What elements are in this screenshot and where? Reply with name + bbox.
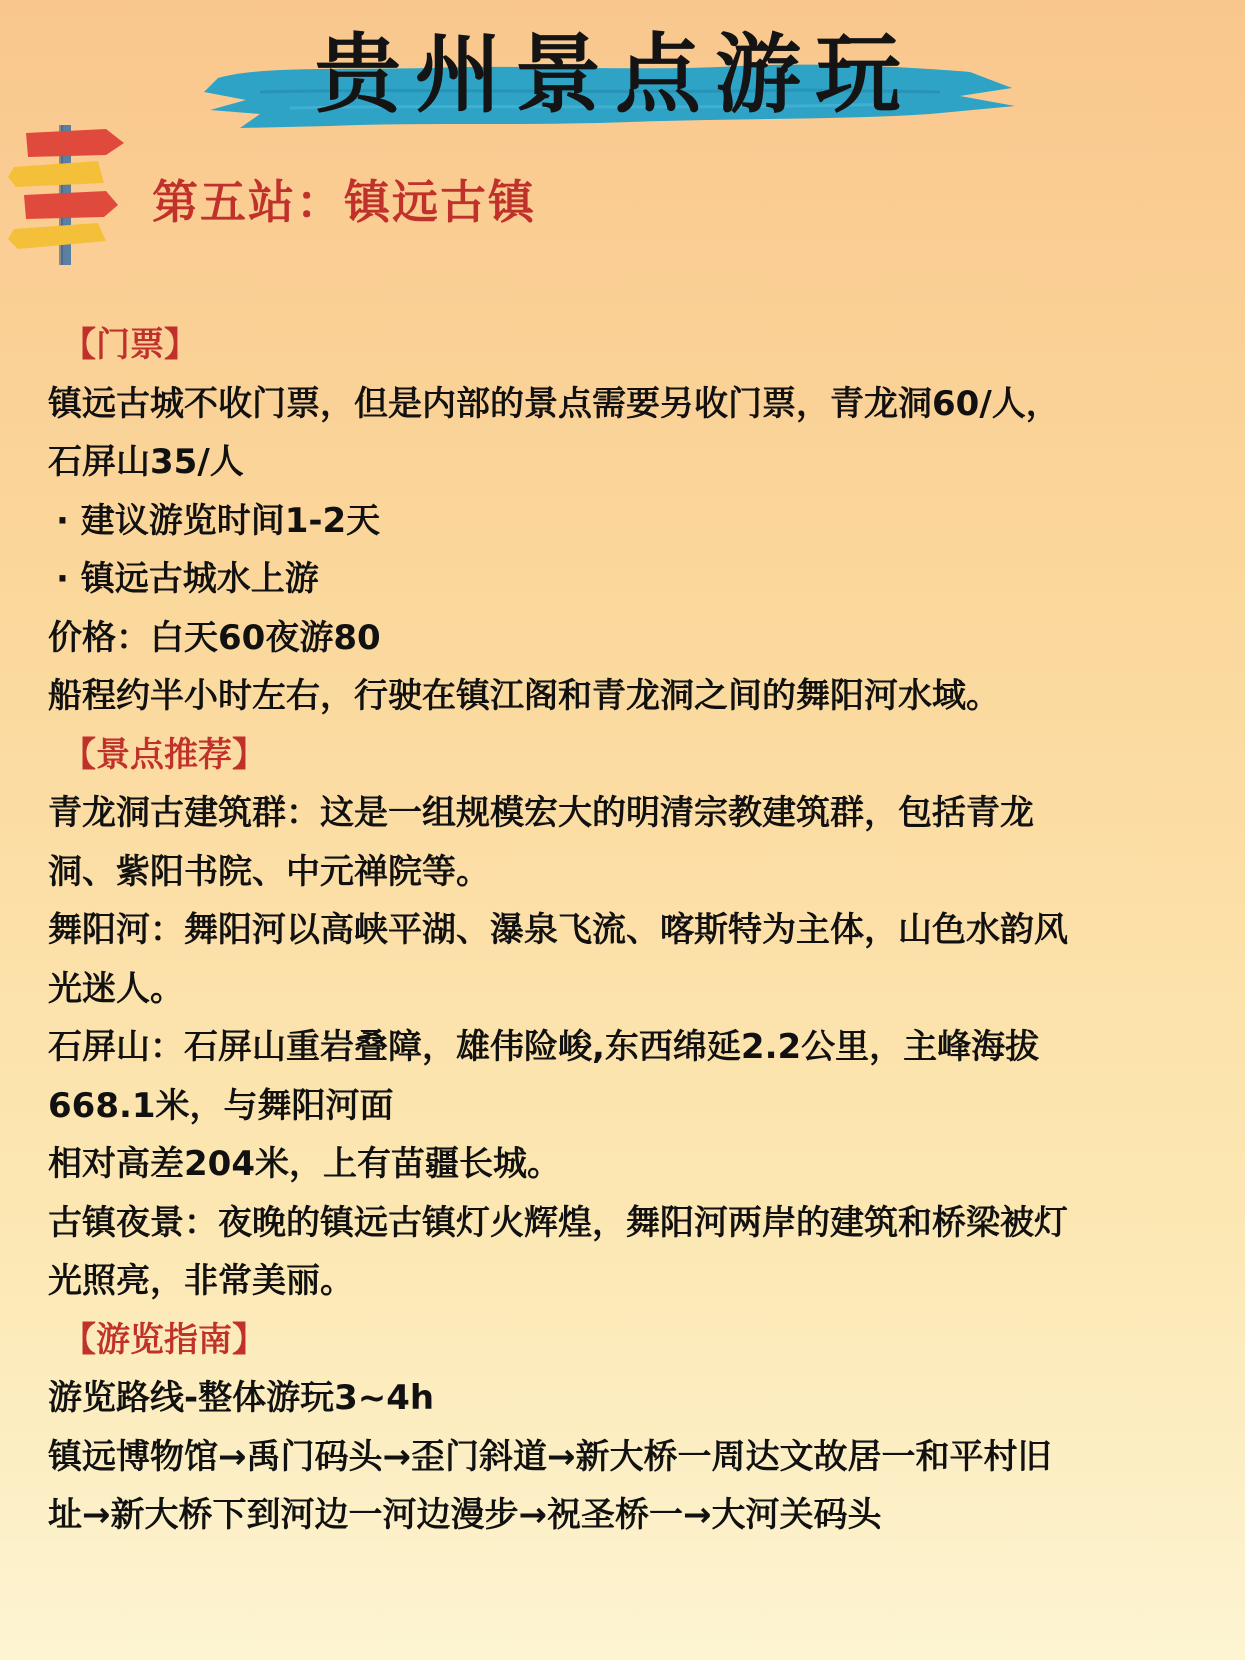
spot-line: 光照亮，非常美丽。	[48, 1261, 354, 1301]
content-body	[48, 316, 1208, 1545]
boat-info-line: 船程约半小时左右，行驶在镇江阁和青龙洞之间的舞阳河水域。	[48, 676, 1000, 716]
bullet-item: · 建议游览时间1-2天	[56, 500, 381, 541]
spot-line: 石屏山：石屏山重岩叠障，雄伟险峻,东西绵延2.2公里，主峰海拔	[48, 1027, 1040, 1067]
spot-line: 相对高差204米，上有苗疆长城。	[48, 1144, 561, 1184]
section-heading-tickets: 【门票】	[62, 325, 198, 365]
spot-line: 古镇夜景：夜晚的镇远古镇灯火辉煌，舞阳河两岸的建筑和桥梁被灯	[48, 1202, 1068, 1243]
spot-line: 668.1米，与舞阳河面	[48, 1085, 394, 1126]
spot-line: 舞阳河：舞阳河以高峡平湖、瀑泉飞流、喀斯特为主体，山色水韵风	[48, 910, 1068, 950]
station-title: 第五站：镇远古镇	[152, 175, 536, 229]
spot-line: 青龙洞古建筑群：这是一组规模宏大的明清宗教建筑群，包括青龙	[48, 793, 1034, 833]
signpost-icon	[6, 125, 131, 275]
guide-line: 游览路线-整体游玩3~4h	[48, 1378, 435, 1418]
spot-line: 光迷人。	[48, 968, 184, 1009]
spot-line: 洞、紫阳书院、中元禅院等。	[48, 851, 490, 892]
bullet-item: · 镇远古城水上游	[56, 559, 319, 599]
price-line: 价格：白天60夜游80	[48, 617, 381, 658]
ticket-info-line: 石屏山35/人	[48, 442, 244, 482]
guide-line: 址→新大桥下到河边一河边漫步→祝圣桥一→大河关码头	[48, 1495, 882, 1535]
section-heading-spots: 【景点推荐】	[62, 734, 266, 775]
ticket-info-line: 镇远古城不收门票，但是内部的景点需要另收门票，青龙洞60/人，	[48, 383, 1060, 424]
section-heading-guide: 【游览指南】	[62, 1319, 266, 1360]
page-title: 贵州景点游玩	[315, 25, 915, 125]
guide-line: 镇远博物馆→禹门码头→歪门斜道→新大桥一周达文故居一和平村旧	[48, 1436, 1052, 1477]
title-banner	[200, 10, 1030, 130]
